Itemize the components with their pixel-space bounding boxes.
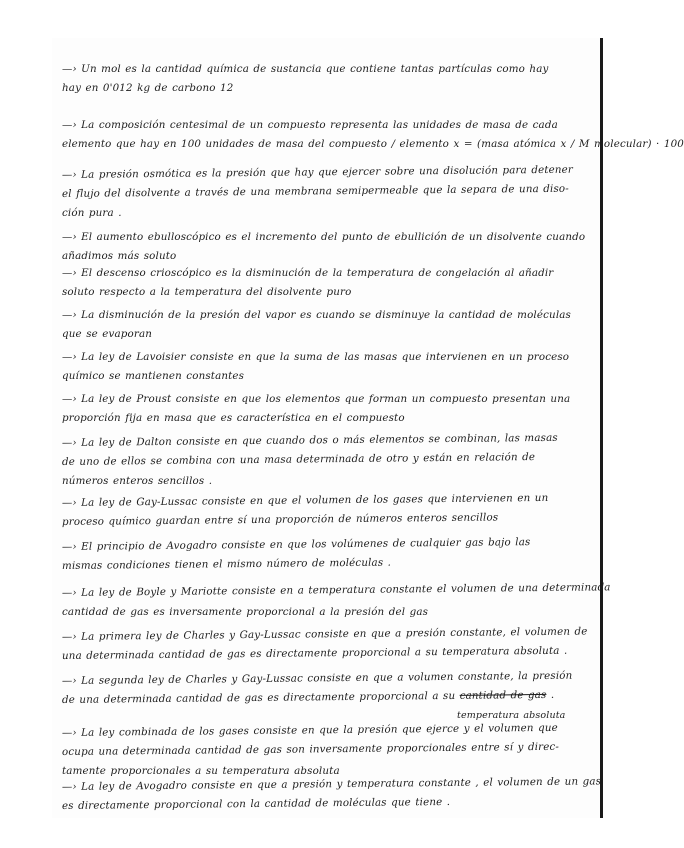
note-line: números enteros sencillos . [62, 475, 213, 487]
note-ley-avogadro [61, 775, 602, 816]
note-line: ocupa una determinada cantidad de gas son inversamente proporcionales entre sí y direc- [61, 740, 560, 758]
note-line: —› El aumento ebulloscópico es el incremento del punto de ebullición de un disolvente cuando [62, 231, 586, 243]
note-line: químico se mantienen constantes [62, 370, 245, 382]
note-mol [62, 60, 597, 98]
note-line: proporción fija en masa que es característica en el compuesto [62, 412, 405, 424]
note-line: —› La ley de Proust consiste en que los elementos que forman un compuesto presentan una [62, 393, 571, 405]
note-ley-boyle-mariotte [61, 581, 611, 622]
note-line: soluto respecto a la temperatura del disolvente puro [62, 286, 352, 298]
note-line: que se evaporan [62, 328, 153, 340]
note-segunda-ley-charles-gay-lussac [61, 669, 597, 722]
note-line: de una determinada cantidad de gas es directamente proporcional a su cantidad de gas . [61, 688, 555, 706]
note-line: proceso químico guardan entre sí una proporción de números enteros sencillos [61, 511, 499, 528]
note-line: —› La ley de Avogadro consiste en que a presión y temperatura constante , el volumen de un gas [61, 775, 602, 793]
note-line: —› La ley combinada de los gases consiste en que la presión que ejerce y el volumen que [61, 721, 558, 739]
note-correction: temperatura absoluta [457, 710, 566, 721]
note-line: —› La disminución de la presión del vapor es cuando se disminuye la cantidad de moléculas [62, 309, 571, 321]
note-line: —› La ley de Gay-Lussac consiste en que el volumen de los gases que intervienen en un [61, 491, 549, 509]
note-line: —› La ley de Boyle y Mariotte consiste en a temperatura constante el volumen de una determinada [61, 581, 611, 599]
note-line: añadimos más soluto [62, 250, 177, 262]
note-presion-osmotica [61, 163, 597, 223]
note-line: hay en 0'012 kg de carbono 12 [62, 82, 234, 94]
note-line: tamente proporcionales a su temperatura absoluta [62, 765, 340, 777]
note-ley-proust [62, 390, 597, 428]
note-line: elemento que hay en 100 unidades de masa del compuesto / elemento x = (masa atómica x / M molecular) · 100 [62, 138, 684, 150]
note-line: —› La segunda ley de Charles y Gay-Lussac consiste en que a volumen constante, la presión [61, 669, 573, 687]
note-line: —› La ley de Dalton consiste en que cuando dos o más elementos se combinan, las masas [61, 431, 558, 449]
note-disminucion-presion-vapor [62, 306, 597, 344]
note-line: —› Un mol es la cantidad química de sustancia que contiene tantas partículas como hay [62, 63, 549, 75]
note-line: de uno de ellos se combina con una masa determinada de otro y están en relación de [61, 451, 536, 468]
note-ley-lavoisier [62, 348, 597, 386]
note-composicion-centesimal [62, 116, 684, 154]
note-line: —› El principio de Avogadro consiste en que los volúmenes de cualquier gas bajo las [61, 536, 531, 553]
note-line: cantidad de gas es inversamente proporcional a la presión del gas [62, 606, 429, 618]
crossed-out-text: cantidad de gas [459, 688, 547, 702]
note-primera-ley-charles-gay-lussac [61, 625, 597, 666]
note-descenso-crioscopico [62, 264, 597, 302]
note-principio-avogadro [62, 538, 597, 576]
note-line: mismas condiciones tienen el mismo número de moléculas . [61, 556, 392, 572]
note-line: el flujo del disolvente a través de una membrana semipermeable que la separa de una diso- [61, 182, 569, 200]
note-line: ción pura . [62, 207, 122, 219]
note-ley-dalton [61, 431, 597, 491]
note-aumento-ebulloscopico [62, 228, 597, 266]
note-ley-gay-lussac [61, 491, 597, 532]
notebook-page [52, 38, 684, 818]
note-line: —› La primera ley de Charles y Gay-Lussac consiste en que a presión constante, el volumen de [61, 625, 588, 643]
note-line: —› La composición centesimal de un compuesto representa las unidades de masa de cada [62, 119, 558, 131]
note-line: es directamente proporcional con la cantidad de moléculas que tiene . [61, 795, 451, 812]
note-line: una determinada cantidad de gas es directamente proporcional a su temperatura absoluta . [61, 644, 568, 662]
note-line: —› El descenso crioscópico es la disminución de la temperatura de congelación al añadir [62, 267, 554, 279]
note-line: —› La ley de Lavoisier consiste en que la suma de las masas que intervienen en un proceso [62, 351, 570, 363]
note-line: —› La presión osmótica es la presión que hay que ejercer sobre una disolución para detener [61, 163, 573, 181]
